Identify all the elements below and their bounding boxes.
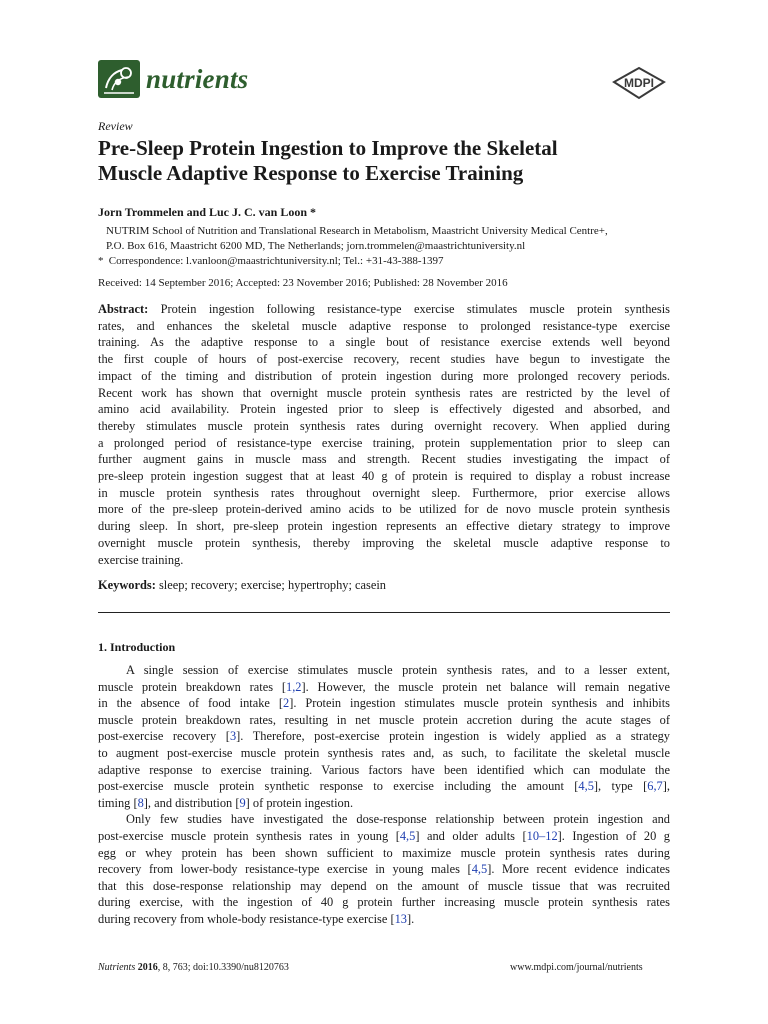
section-divider [98, 612, 670, 613]
abstract-line: Recent work has shown that overnight muscle protein synthesis rates are restricted by the level of [98, 385, 670, 400]
paragraph-text: recovery from lower-body resistance-type exercise in young males [ [98, 862, 472, 877]
paragraph-text: muscle protein breakdown rates [ [98, 679, 287, 694]
abstract-line: thereby stimulates muscle protein synthesis rates during overnight recovery. When applied during [98, 418, 670, 433]
paragraph-text: during recovery from whole-body resistance-type exercise [ [98, 911, 395, 926]
authors: Jorn Trommelen and Luc J. C. van Loon * [98, 205, 317, 219]
paragraph-text: ] and older adults [ [415, 828, 527, 843]
abstract-line: training. As the adaptive response to a single bout of resistance exercise extends well beyond [98, 335, 670, 350]
paragraph-text: in the absence of food intake [ [98, 696, 283, 711]
abstract-line: impact of the timing and distribution of protein ingestion during more prolonged recovery periods. [98, 368, 670, 383]
abstract-line: overnight muscle protein synthesis, thereby improving the skeletal muscle adaptive response to [98, 535, 670, 550]
paragraph-text: ], type [ [593, 779, 648, 794]
journal-name: nutrients [146, 64, 249, 94]
paragraph-line [98, 695, 670, 712]
paragraph-line [98, 811, 670, 828]
paragraph-text: that this dose-response relationship may depend on the amount of muscle tissue that was recruited [98, 878, 670, 893]
article-type: Review [98, 119, 133, 133]
title-line: Pre-Sleep Protein Ingestion to Improve the Skeletal [98, 136, 558, 160]
citation-link[interactable]: 13 [394, 911, 407, 926]
paragraph-line [98, 795, 670, 812]
paragraph-text: ], and distribution [ [143, 795, 240, 810]
paragraph-text: during exercise, with the ingestion of 40 g protein further increasing muscle protein synthesis rates [98, 895, 670, 910]
paragraph-line [98, 828, 670, 845]
footer-year: 2016 [137, 962, 158, 973]
citation-link[interactable]: 3 [229, 729, 237, 744]
paragraph-text: post-exercise muscle protein synthetic response to exercise including the amount [ [98, 779, 579, 794]
paragraph-text: ]. Ingestion of 20 g [557, 828, 670, 843]
footer-citation-rest: , 8, 763; doi:10.3390/nu8120763 [157, 962, 289, 973]
abstract-line: further augment gains in muscle mass and strength. Recent studies investigating the impact of [98, 452, 670, 467]
abstract-line: a prolonged period of resistance-type exercise training, protein supplementation prior to sleep can [98, 435, 670, 450]
abstract-line: during sleep. In short, pre-sleep protein ingestion represents an effective dietary strategy to improve [98, 519, 670, 534]
citation-link[interactable]: 1,2 [286, 679, 302, 694]
affiliation-line: NUTRIM School of Nutrition and Translational Research in Metabolism, Maastricht University Medical Centre+, [106, 225, 608, 237]
paragraph-line [98, 894, 670, 911]
article-title [98, 136, 678, 186]
footer-citation [98, 962, 289, 973]
citation-link[interactable]: 4,5 [471, 862, 488, 877]
paragraph-text: ]. Protein ingestion stimulates muscle protein synthesis and inhibits [289, 696, 670, 711]
abstract-line: in muscle protein synthesis rates throughout overnight sleep. Furthermore, prior exercise allows [98, 485, 670, 500]
abstract-line: more of the pre-sleep protein-derived amino acids to be utilized for de novo muscle protein synthesis [98, 502, 670, 517]
footer-url[interactable]: www.mdpi.com/journal/nutrients [510, 962, 643, 973]
abstract-line: rates, and enhances the skeletal muscle adaptive response to prolonged resistance-type exercise [98, 318, 670, 333]
nutrients-logo-icon [98, 60, 140, 98]
footer-journal: Nutrients [98, 962, 136, 973]
paragraph-text: ]. Therefore, post-exercise protein ingestion is widely applied as a strategy [236, 729, 670, 744]
paragraph-text: ]. However, the muscle protein net balance will remain negative [301, 679, 670, 694]
abstract-line: amino acid availability. Protein ingested prior to sleep is effectively digested and absorbed, and [98, 402, 670, 417]
keywords-text: sleep; recovery; exercise; hypertrophy; casein [158, 578, 386, 592]
paragraph-text: ] of protein ingestion. [245, 795, 354, 810]
correspondence-text: Correspondence: l.vanloon@maastrichtuniversity.nl; Tel.: +31-43-388-1397 [108, 255, 444, 267]
paragraph-text: Only few studies have investigated the dose-response relationship between protein ingestion and [126, 812, 670, 827]
abstract-line [98, 301, 670, 318]
paragraph-text: A single session of exercise stimulates muscle protein synthesis rates, and to a lesser extent, [126, 663, 670, 677]
citation-link[interactable]: 2 [282, 696, 290, 711]
paragraph-line [98, 762, 670, 779]
abstract [98, 301, 670, 568]
abstract-line: the first couple of hours of post-exercise recovery, recent studies have begun to investigate the [98, 352, 670, 367]
paragraph-line [98, 861, 670, 878]
paragraph-text: ]. More recent evidence indicates [487, 862, 670, 877]
citation-link[interactable]: 8 [137, 795, 144, 810]
keywords-label: Keywords: [98, 578, 156, 592]
paragraph-line [98, 745, 670, 762]
citation-link[interactable]: 4,5 [578, 779, 594, 794]
paragraph-text: egg or whey protein has been shown sufficient to maximize muscle protein synthesis rates during [98, 845, 670, 860]
paragraph-line [98, 778, 670, 795]
mdpi-logo-text: MDPI [624, 76, 654, 90]
abstract-line: pre-sleep protein ingestion suggest that at least 40 g of protein is required to display a robust increase [98, 469, 670, 484]
paragraph-line [98, 679, 670, 696]
correspondence-star: * [98, 255, 104, 267]
paragraph-line [98, 712, 670, 729]
abstract-label: Abstract: [98, 302, 149, 316]
abstract-line: exercise training. [98, 552, 184, 567]
mdpi-logo-icon [610, 66, 668, 100]
paragraph-line [98, 878, 670, 895]
paragraph-text: post-exercise recovery [ [98, 729, 230, 744]
paragraph-text: adaptive response to exercise training. Various factors have been identified which can modulate the [98, 762, 670, 777]
publication-dates: Received: 14 September 2016; Accepted: 23 November 2016; Published: 28 November 2016 [98, 277, 508, 289]
abstract-text: Protein ingestion following resistance-type exercise stimulates muscle protein synthesis [160, 302, 670, 316]
paragraph-line [98, 728, 670, 745]
paragraph-text: ]. [406, 911, 415, 926]
citation-link[interactable]: 10–12 [526, 828, 558, 843]
paragraph-line [98, 845, 670, 862]
paragraph-text: muscle protein breakdown rates, resulting in net muscle protein accretion during the acute stages of [98, 712, 670, 727]
correspondence [98, 254, 444, 269]
paragraph-text: post-exercise muscle protein synthesis rates in young [ [98, 828, 400, 843]
paragraph-line [98, 662, 670, 679]
paragraph-text: timing [ [98, 795, 138, 810]
introduction-body [98, 662, 670, 928]
section-heading: 1. Introduction [98, 640, 176, 654]
paragraph-line [98, 911, 670, 928]
keywords [98, 578, 386, 593]
citation-link[interactable]: 6,7 [647, 779, 663, 794]
citation-link[interactable]: 9 [239, 795, 246, 810]
title-line: Muscle Adaptive Response to Exercise Training [98, 161, 524, 185]
affiliation-line: P.O. Box 616, Maastricht 6200 MD, The Netherlands; jorn.trommelen@maastrichtuniversity.nl [106, 240, 526, 252]
citation-link[interactable]: 4,5 [399, 828, 416, 843]
paragraph-text: to augment post-exercise muscle protein synthesis rates and, as such, to facilitate the skeletal muscle [98, 745, 670, 760]
paragraph-text: ], [662, 779, 670, 794]
